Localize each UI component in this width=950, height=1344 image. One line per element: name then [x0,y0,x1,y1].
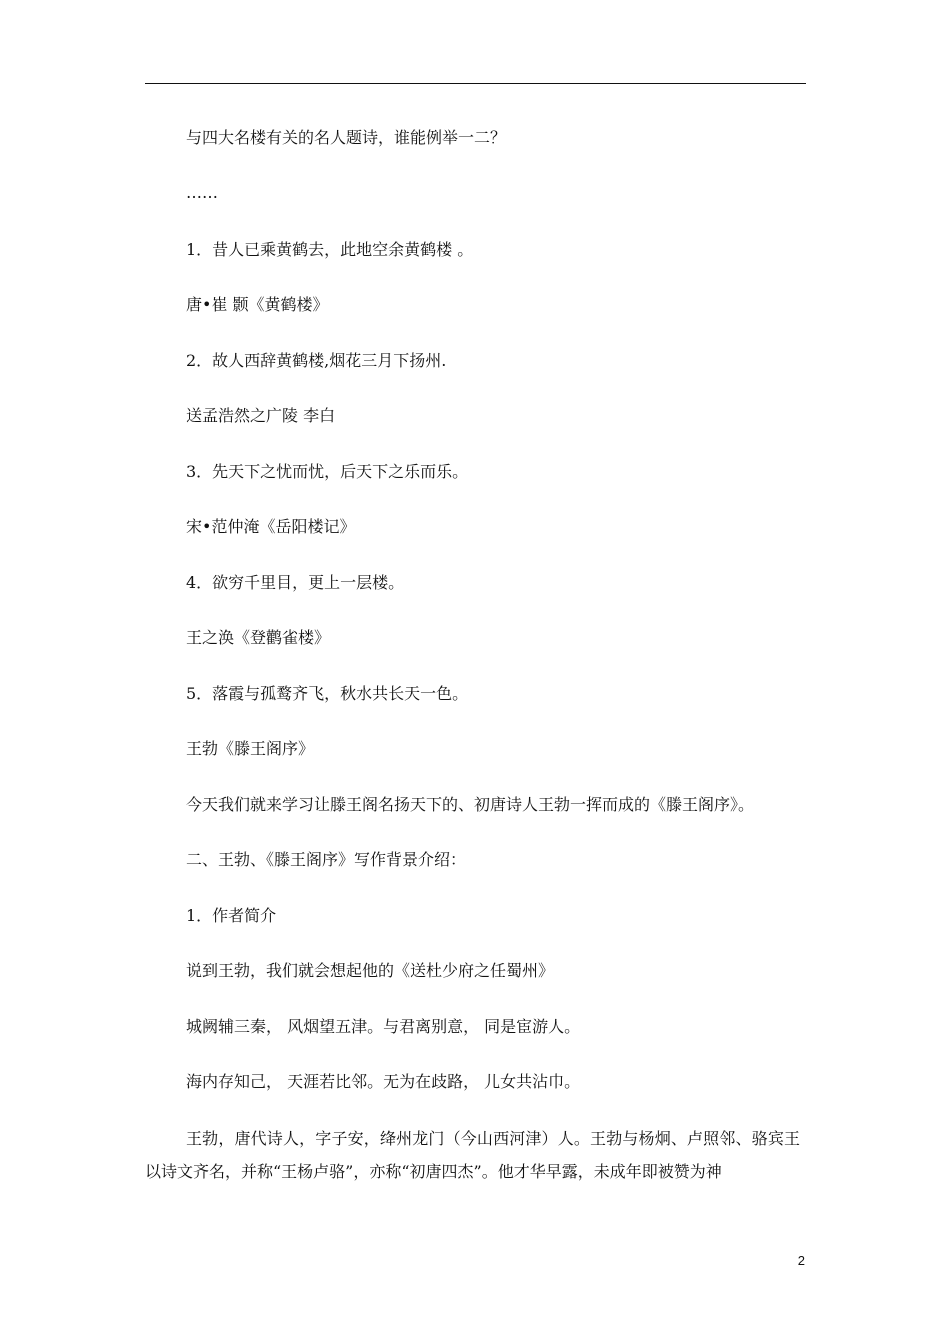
section-heading: 二、王勃、《滕王阁序》写作背景介绍： [186,850,467,869]
poem-line-3: 3．先天下之忧而忧，后天下之乐而乐。 [186,462,469,481]
header-rule [145,83,806,84]
poem-verse-2: 海内存知己， 天涯若比邻。无为在歧路， 儿女共沾巾。 [186,1072,581,1091]
poem-line-4: 4．欲穷千里目，更上一层楼。 [186,573,405,592]
poem-source-3: 宋•范仲淹《岳阳楼记》 [186,517,356,536]
author-paragraph: 王勃，唐代诗人，字子安，绛州龙门（今山西河津）人。王勃与杨炯、卢照邻、骆宾王以诗文齐名，并称“王杨卢骆”，亦称“初唐四杰”。他才华早露，未成年即被赞为神 [145,1129,800,1181]
poem-line-2: 2．故人西辞黄鹤楼,烟花三月下扬州. [186,351,447,370]
subsection-heading: 1．作者简介 [186,906,277,925]
poem-source-2: 送孟浩然之广陵 李白 [186,406,336,425]
poem-line-5: 5．落霞与孤鹜齐飞，秋水共长天一色。 [186,684,469,703]
poem-verse-1: 城阙辅三秦， 风烟望五津。与君离别意， 同是宦游人。 [186,1017,581,1036]
poem-source-1: 唐•崔 颢《黄鹤楼》 [186,295,329,314]
poem-line-1: 1．昔人已乘黄鹤去，此地空余黄鹤楼 。 [186,240,474,259]
text-line-ellipsis: …… [186,183,218,202]
poem-source-5: 王勃《滕王阁序》 [186,739,315,758]
poem-source-4: 王之涣《登鹳雀楼》 [186,628,331,647]
text-line-intro: 今天我们就来学习让滕王阁名扬天下的、初唐诗人王勃一挥而成的《滕王阁序》。 [186,795,755,814]
page-number: 2 [797,1253,805,1268]
text-line-question: 与四大名楼有关的名人题诗，谁能例举一二？ [186,128,507,147]
text-line-recall: 说到王勃，我们就会想起他的《送杜少府之任蜀州》 [186,961,555,980]
